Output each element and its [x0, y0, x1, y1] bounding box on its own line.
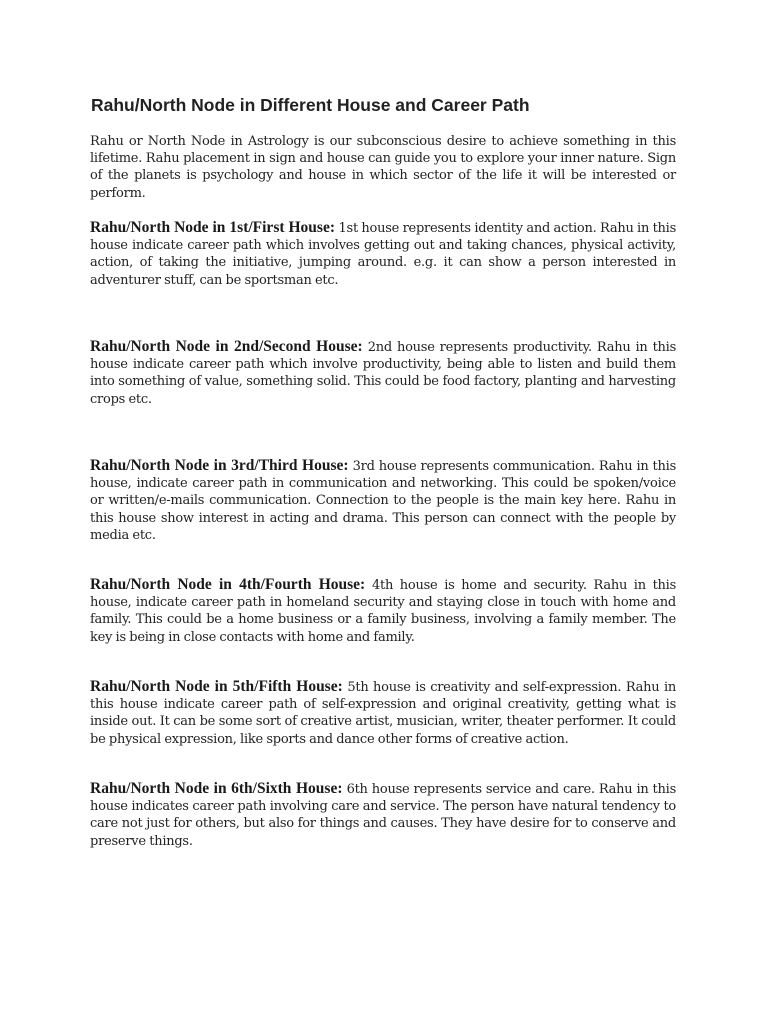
heading-colon: :	[337, 678, 343, 695]
section-heading: Rahu/North Node in 1st/First House	[90, 219, 330, 236]
section-heading: Rahu/North Node in 6th/Sixth House	[90, 780, 338, 797]
section-heading: Rahu/North Node in 2nd/Second House	[90, 338, 358, 355]
section-heading: Rahu/North Node in 5th/Fifth House	[90, 678, 338, 695]
section-heading: Rahu/North Node in 4th/Fourth House	[90, 576, 361, 593]
section-second-house	[90, 338, 676, 408]
section-body: 5th house is creativity and self-expression. Rahu in this house indicate career path of self-expression and original creativity, getting what is inside out. It can be some sort of creative artist, musician, writer, theater performer. It could be physical expression, like sports and dance other forms of creative action.	[90, 680, 677, 747]
section-body: 2nd house represents productivity. Rahu in this house indicate career path which involve productivity, being able to listen and build them into something of value, something solid. This could be food factory, planting and harvesting crops etc.	[90, 340, 677, 407]
section-body: 4th house is home and security. Rahu in this house, indicate career path in homeland security and staying close in touch with home and family. This could be a home business or a family business, involving a family member. The key is being in close contacts with home and family.	[90, 578, 676, 645]
page-title: Rahu/North Node in Different House and Career Path	[91, 95, 530, 115]
section-fifth-house	[90, 678, 676, 748]
intro-paragraph: Rahu or North Node in Astrology is our subconscious desire to achieve something in this lifetime. Rahu placement in sign and house can guide you to explore your inner nature. Sign of the planets is psychology and house in which sector of the life it will be interested or perform.	[90, 134, 676, 201]
section-sixth-house	[90, 780, 676, 850]
heading-colon: :	[357, 338, 363, 355]
section-fourth-house	[90, 576, 676, 646]
heading-colon: :	[329, 219, 335, 236]
section-body: 1st house represents identity and action. Rahu in this house indicate career path which involves getting out and taking chances, physical activity, action, of taking the initiative, jumping around. e.g. it can show a person interested in adventurer stuff, can be sportsman etc.	[90, 221, 677, 288]
section-third-house	[90, 457, 676, 544]
section-body: 6th house represents service and care. Rahu in this house indicates career path involving care and service. The person have natural tendency to care not just for others, but also for things and causes. They have desire for to conserve and preserve things.	[90, 782, 676, 849]
section-body: 3rd house represents communication. Rahu in this house, indicate career path in communication and networking. This could be spoken/voice or written/e-mails communication. Connection to the people is the main key here. Rahu in this house show interest in acting and drama. This person can connect with the people by media etc.	[90, 459, 676, 543]
heading-colon: :	[337, 780, 343, 797]
heading-colon: :	[343, 457, 349, 474]
section-first-house	[90, 219, 676, 289]
heading-colon: :	[360, 576, 366, 593]
section-heading: Rahu/North Node in 3rd/Third House	[90, 457, 344, 474]
